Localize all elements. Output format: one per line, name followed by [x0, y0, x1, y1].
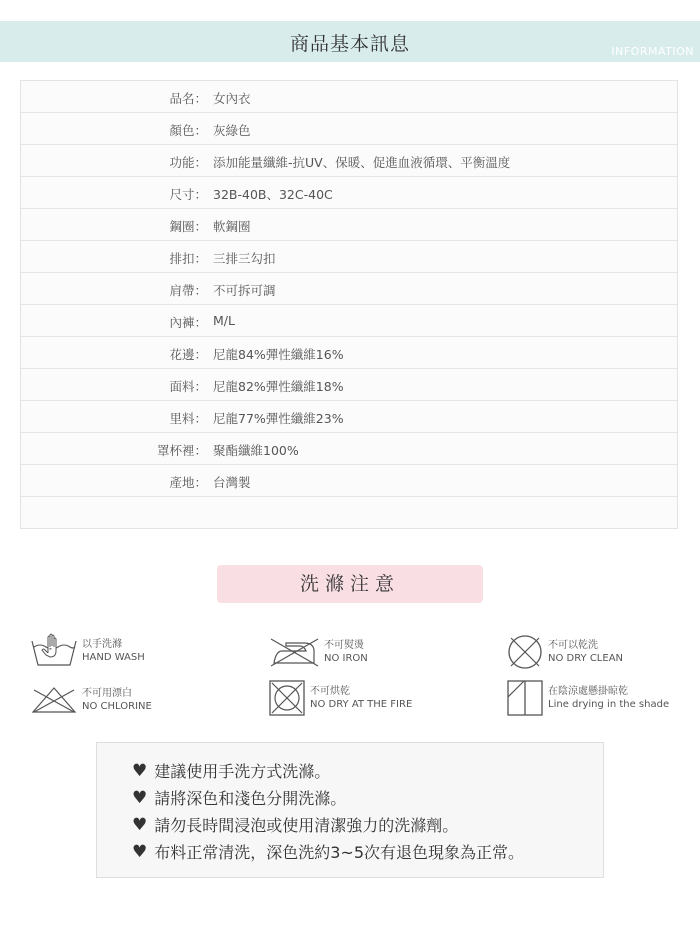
heart-icon: ♥ [132, 760, 148, 781]
info-value: 聚酯纖維100% [213, 443, 299, 458]
page-subtitle: INFORMATION [611, 45, 694, 58]
care-label-zh: 在陰涼處懸掛晾乾 [548, 686, 628, 697]
care-label-en: NO DRY CLEAN [548, 653, 624, 664]
info-value: 軟鋼圈 [213, 219, 251, 234]
care-label-en: NO DRY AT THE FIRE [310, 699, 413, 710]
care-label-en: Line drying in the shade [548, 699, 670, 710]
info-label: 鋼圈： [169, 219, 207, 234]
page-title: 商品基本訊息 [289, 33, 410, 55]
care-label-en: NO IRON [324, 653, 368, 664]
info-label: 功能： [169, 155, 207, 170]
care-item-hand-wash [30, 633, 145, 669]
info-label: 顏色： [169, 123, 207, 138]
info-value: 尼龍82%彈性纖維18% [213, 379, 344, 394]
info-value: 尼龍77%彈性纖維23% [213, 411, 344, 426]
info-row [21, 209, 677, 241]
care-item-no-chlorine [30, 686, 152, 714]
no-iron-icon [268, 637, 320, 667]
hand-wash-icon [30, 633, 78, 669]
care-item-no-tumble-dry [268, 679, 412, 717]
info-label: 排扣： [169, 251, 207, 266]
note-text: 布料正常清洗，深色洗約3~5次有退色現象為正常。 [154, 843, 525, 862]
note-item [132, 813, 458, 836]
heart-icon: ♥ [132, 787, 148, 808]
info-value: 32B-40B、32C-40C [213, 187, 333, 202]
info-row [21, 337, 677, 369]
note-text: 請勿長時間浸泡或使用清潔強力的洗滌劑。 [154, 816, 459, 835]
no-dry-clean-icon [506, 633, 544, 671]
info-value: 台灣製 [213, 475, 251, 490]
care-label-en: HAND WASH [82, 652, 145, 663]
care-label-zh: 不可以乾洗 [548, 640, 598, 651]
info-value: 添加能量纖維-抗UV、保暖、促進血液循環、平衡溫度 [213, 155, 511, 170]
heart-icon: ♥ [132, 841, 148, 862]
info-row [21, 433, 677, 465]
info-row [21, 177, 677, 209]
note-item [132, 786, 346, 809]
info-row [21, 145, 677, 177]
info-row [21, 465, 677, 497]
info-row [21, 241, 677, 273]
note-item [132, 759, 330, 782]
heart-icon: ♥ [132, 814, 148, 835]
care-label-zh: 不可熨燙 [324, 640, 364, 651]
info-row [21, 273, 677, 305]
header-banner [0, 21, 700, 62]
info-row [21, 305, 677, 337]
info-value: 女內衣 [213, 91, 251, 106]
care-label-zh: 不可用漂白 [82, 688, 132, 699]
no-tumble-dry-icon [268, 679, 306, 717]
info-value: 灰綠色 [213, 123, 251, 138]
info-value: 三排三勾扣 [213, 251, 276, 266]
info-label: 尺寸： [169, 187, 207, 202]
info-label: 產地： [169, 475, 207, 490]
info-label: 內褲： [169, 315, 207, 330]
care-label-en: NO CHLORINE [82, 701, 152, 712]
info-row-empty [21, 497, 677, 529]
info-row [21, 81, 677, 113]
care-item-no-dry-clean [506, 633, 623, 671]
info-label: 面料： [169, 379, 207, 394]
info-row [21, 369, 677, 401]
line-dry-shade-icon [506, 679, 544, 717]
wash-notes-box [96, 742, 604, 878]
wash-section-title: 洗滌注意 [217, 565, 483, 603]
note-item [132, 840, 524, 863]
info-value: 尼龍84%彈性纖維16% [213, 347, 344, 362]
care-item-line-dry-shade [506, 679, 669, 717]
no-chlorine-icon [30, 686, 78, 714]
note-text: 請將深色和淺色分開洗滌。 [154, 789, 347, 808]
info-value: 不可拆可調 [213, 283, 276, 298]
care-item-no-iron [268, 637, 368, 667]
info-row [21, 113, 677, 145]
care-label-zh: 不可烘乾 [310, 686, 350, 697]
note-text: 建議使用手洗方式洗滌。 [154, 762, 331, 781]
product-info-table [20, 80, 678, 529]
info-label: 里料： [169, 411, 207, 426]
info-label: 品名： [169, 91, 207, 106]
info-label: 肩帶： [169, 283, 207, 298]
info-value: M/L [213, 313, 235, 328]
info-label: 花邊： [169, 347, 207, 362]
care-label-zh: 以手洗滌 [82, 639, 122, 650]
info-label: 罩杯裡： [156, 443, 207, 458]
info-row [21, 401, 677, 433]
